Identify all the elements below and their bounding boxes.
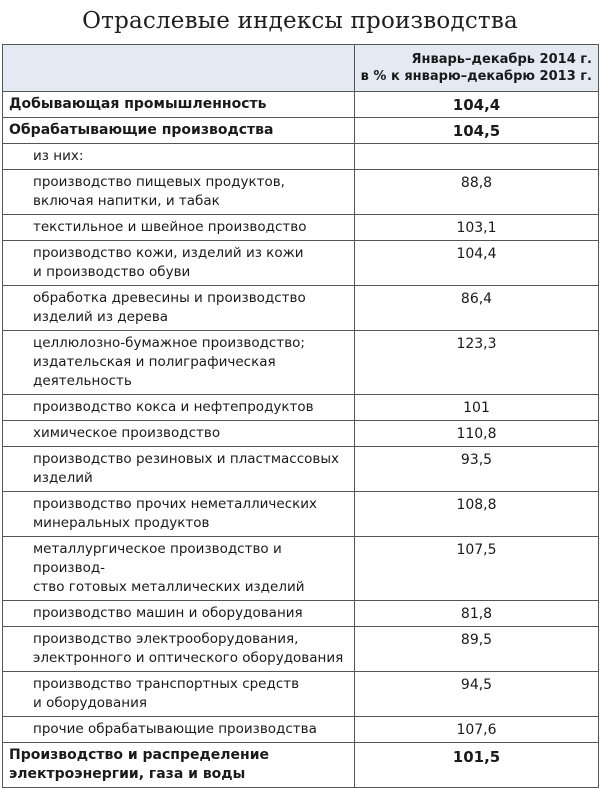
row-label-line: и производство обуви [33, 264, 191, 280]
row-label-cell [3, 672, 355, 717]
row-label-line: из них: [33, 148, 84, 164]
table-header-row [3, 45, 599, 92]
row-label-cell [3, 144, 355, 170]
row-label-line: текстильное и швейное производство [33, 219, 307, 235]
row-label-cell [3, 395, 355, 421]
row-label-line: электроэнергии, газа и воды [9, 766, 246, 782]
row-label-cell [3, 743, 355, 788]
row-label-line: и оборудования [33, 695, 148, 711]
row-label-line: производство кокса и нефтепродуктов [33, 399, 314, 415]
production-index-table [2, 44, 599, 788]
row-label-line: химическое производство [33, 425, 221, 441]
row-label-cell [3, 241, 355, 286]
row-label-cell [3, 601, 355, 627]
table-row [3, 144, 599, 170]
row-label-cell [3, 627, 355, 672]
table-row [3, 717, 599, 743]
table-row [3, 118, 599, 144]
table-row [3, 672, 599, 717]
row-value-cell: 88,8 [355, 170, 599, 215]
row-label-cell [3, 421, 355, 447]
row-value-cell: 104,4 [355, 92, 599, 118]
row-label-cell [3, 447, 355, 492]
table-row [3, 627, 599, 672]
row-label-line: производство пищевых продуктов, [33, 174, 285, 190]
row-label-line: металлургическое производство и производ- [33, 541, 282, 576]
row-value-cell: 101 [355, 395, 599, 421]
row-label-cell [3, 215, 355, 241]
table-row [3, 215, 599, 241]
row-label-line: производство резиновых и пластмассовых [33, 451, 340, 467]
row-value-cell: 81,8 [355, 601, 599, 627]
row-label-line: ство готовых металлических изделий [33, 579, 305, 595]
table-row [3, 601, 599, 627]
row-label-line: производство машин и оборудования [33, 605, 303, 621]
row-label-cell [3, 170, 355, 215]
table-body [3, 92, 599, 788]
row-label-cell [3, 331, 355, 395]
row-label-line: Добывающая промышленность [9, 96, 267, 112]
row-value-cell: 101,5 [355, 743, 599, 788]
row-label-line: производство электрооборудования, [33, 631, 299, 647]
row-label-line: прочие обрабатывающие производства [33, 721, 317, 737]
header-period-line1: Январь–декабрь 2014 г. [411, 52, 592, 67]
row-label-line: включая напитки, и табак [33, 193, 220, 209]
row-value-cell: 104,5 [355, 118, 599, 144]
row-value-cell: 93,5 [355, 447, 599, 492]
row-label-line: электронного и оптического оборудования [33, 650, 344, 666]
row-label-cell [3, 92, 355, 118]
row-label-cell [3, 717, 355, 743]
row-label-line: производство транспортных средств [33, 676, 300, 692]
row-value-cell: 123,3 [355, 331, 599, 395]
row-value-cell [355, 144, 599, 170]
row-label-line: издательская и полиграфическая деятельность [33, 354, 276, 389]
table-row [3, 92, 599, 118]
row-label-line: Производство и распределение [9, 747, 270, 763]
table-row [3, 743, 599, 788]
table-row [3, 395, 599, 421]
row-value-cell: 110,8 [355, 421, 599, 447]
table-row [3, 537, 599, 601]
row-value-cell: 89,5 [355, 627, 599, 672]
row-label-line: обработка древесины и производство [33, 290, 306, 306]
table-row [3, 421, 599, 447]
row-label-line: изделий [33, 470, 93, 486]
row-value-cell: 94,5 [355, 672, 599, 717]
header-cell-blank [3, 45, 355, 92]
row-value-cell: 108,8 [355, 492, 599, 537]
row-value-cell: 103,1 [355, 215, 599, 241]
row-label-line: минеральных продуктов [33, 515, 210, 531]
header-cell-period [355, 45, 599, 92]
row-value-cell: 107,5 [355, 537, 599, 601]
row-value-cell: 107,6 [355, 717, 599, 743]
row-label-line: производство кожи, изделий из кожи [33, 245, 304, 261]
row-label-cell [3, 286, 355, 331]
header-period-line2: в % к январю–декабрю 2013 г. [360, 69, 592, 84]
row-label-line: изделий из дерева [33, 309, 169, 325]
table-row [3, 241, 599, 286]
page-title: Отраслевые индексы производства [82, 8, 518, 34]
table-row [3, 286, 599, 331]
table-row [3, 492, 599, 537]
row-label-cell [3, 537, 355, 601]
row-label-cell [3, 118, 355, 144]
row-label-line: производство прочих неметаллических [33, 496, 318, 512]
table-row [3, 170, 599, 215]
row-value-cell: 86,4 [355, 286, 599, 331]
row-label-cell [3, 492, 355, 537]
table-row [3, 331, 599, 395]
row-label-line: целлюлозно-бумажное производство; [33, 335, 305, 351]
table-row [3, 447, 599, 492]
row-label-line: Обрабатывающие производства [9, 122, 274, 138]
row-value-cell: 104,4 [355, 241, 599, 286]
